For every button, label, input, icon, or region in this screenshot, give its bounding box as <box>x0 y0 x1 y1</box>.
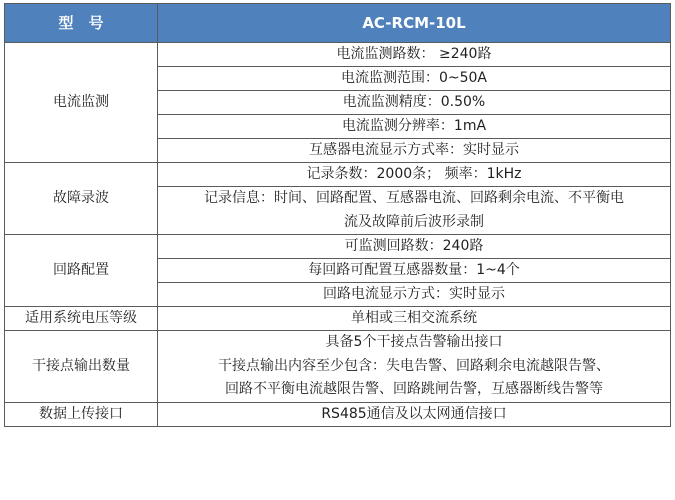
value-line: 记录信息：时间、回路配置、互感器电流、回路剩余电流、不平衡电 <box>204 190 624 206</box>
value-cell: 单相或三相交流系统 <box>158 307 671 331</box>
category-cell: 适用系统电压等级 <box>5 307 158 331</box>
value-line: 流及故障前后波形录制 <box>344 213 484 230</box>
value-cell: RS485通信及以太网通信接口 <box>158 402 671 426</box>
value-line: 干接点输出内容至少包含：失电告警、回路剩余电流越限告警、 <box>218 357 610 374</box>
value-cell: 每回路可配置互感器数量：1~4个 <box>158 259 671 283</box>
value-cell: 电流监测精度：0.50% <box>158 91 671 115</box>
value-cell-multiline <box>158 187 671 235</box>
header-row <box>5 4 671 43</box>
value-cell: 可监测回路数：240路 <box>158 235 671 259</box>
value-cell: 电流监测分辨率：1mA <box>158 115 671 139</box>
table-row <box>5 43 671 67</box>
header-label: 型 号 <box>5 4 158 43</box>
table-row <box>5 307 671 331</box>
category-cell: 干接点输出数量 <box>5 331 158 403</box>
table-row <box>5 235 671 259</box>
category-cell: 数据上传接口 <box>5 402 158 426</box>
value-cell: 互感器电流显示方式率：实时显示 <box>158 139 671 163</box>
category-cell: 电流监测 <box>5 43 158 163</box>
category-cell: 故障录波 <box>5 163 158 235</box>
value-cell: 回路电流显示方式：实时显示 <box>158 283 671 307</box>
table-row <box>5 402 671 426</box>
value-cell: 电流监测路数： ≥240路 <box>158 43 671 67</box>
table-row <box>5 163 671 187</box>
value-cell: 记录条数：2000条； 频率：1kHz <box>158 163 671 187</box>
value-line: 具备5个干接点告警输出接口 <box>325 334 503 350</box>
value-line: 回路不平衡电流越限告警、回路跳闸告警，互感器断线告警等 <box>225 381 603 397</box>
category-cell: 回路配置 <box>5 235 158 307</box>
spec-table <box>4 3 671 427</box>
header-model: AC-RCM-10L <box>158 4 671 43</box>
value-cell-multiline <box>158 331 671 403</box>
value-cell: 电流监测范围：0~50A <box>158 67 671 91</box>
table-row <box>5 331 671 403</box>
